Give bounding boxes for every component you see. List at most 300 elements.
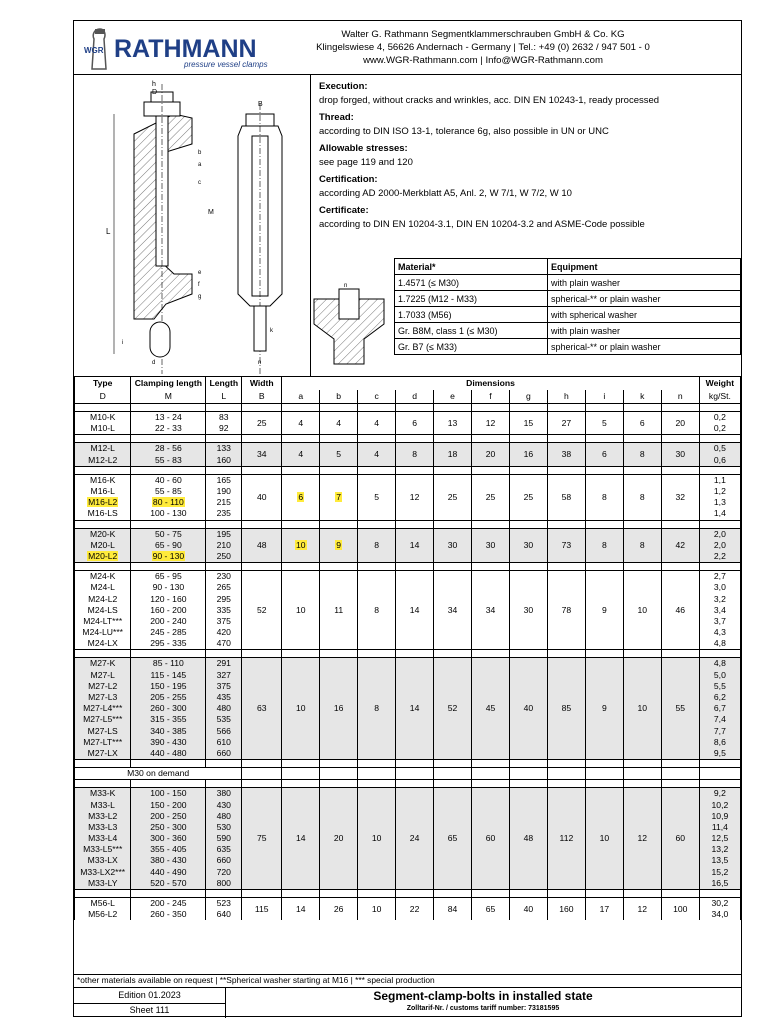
length-cell: 420 [206,627,242,638]
dimension-cell: 26 [320,897,358,920]
spec-text-certification: according AD 2000-Merkblatt A5, Anl. 2, W 7/1, W 7/2, W 10 [319,188,572,199]
weight-cell: 0,2 [699,423,740,435]
dimension-cell: 160 [547,897,585,920]
type-cell: M24-L [75,582,131,593]
dimension-cell: 45 [472,658,510,760]
clamping-length-cell: 100 - 150 [131,788,206,800]
dimension-cell: 10 [585,788,623,890]
edition-label: Edition 01.2023 [74,988,226,1004]
weight-cell: 1,3 [699,497,740,508]
svg-text:M: M [208,209,214,216]
weight-cell: 0,6 [699,455,740,467]
table-header-cell: Length [206,377,242,391]
length-cell: 380 [206,788,242,800]
dimension-cell: 5 [585,412,623,435]
length-cell: 295 [206,593,242,604]
materials-header-material: Material* [395,259,548,275]
clamping-length-cell: 160 - 200 [131,605,206,616]
dimension-cell: 10 [358,897,396,920]
weight-cell: 3,7 [699,616,740,627]
length-cell: 435 [206,692,242,703]
length-cell: 530 [206,822,242,833]
dimension-cell: 30 [509,528,547,563]
weight-cell: 2,7 [699,571,740,583]
dimension-cell: 6 [282,474,320,520]
equipment-cell: with spherical washer [548,307,741,323]
svg-text:a: a [198,162,202,168]
specification-text [319,80,739,235]
dimension-cell: 60 [472,788,510,890]
dimension-cell: 12 [623,788,661,890]
dimension-cell: 11 [320,571,358,650]
weight-cell: 1,4 [699,508,740,520]
dimension-cell: 34 [434,571,472,650]
equipment-cell: spherical-** or plain washer [548,339,741,355]
clamping-length-cell: 245 - 285 [131,627,206,638]
type-cell: M27-L5*** [75,714,131,725]
clamping-length-cell: 250 - 300 [131,822,206,833]
clamping-length-cell: 260 - 300 [131,703,206,714]
table-subheader-cell: g [509,390,547,404]
material-cell: 1.7033 (M56) [395,307,548,323]
clamping-length-cell: 200 - 240 [131,616,206,627]
dimension-cell: 8 [623,528,661,563]
table-subheader-cell: kg/St. [699,390,740,404]
dimension-cell: 17 [585,897,623,920]
company-address: Klingelswiese 4, 56626 Andernach - Germany | Tel.: +49 (0) 2632 / 947 501 - 0 [316,42,650,53]
length-cell: 610 [206,737,242,748]
material-cell: 1.7225 (M12 - M33) [395,291,548,307]
clamping-length-cell: 120 - 160 [131,593,206,604]
weight-cell: 3,2 [699,593,740,604]
weight-cell: 1,1 [699,474,740,486]
length-cell: 210 [206,540,242,551]
dimension-cell: 8 [396,443,434,466]
width-cell: 48 [242,528,282,563]
dimension-cell: 9 [585,571,623,650]
length-cell: 83 [206,412,242,424]
dimension-cell: 27 [547,412,585,435]
table-subheader-row [75,390,741,404]
dimension-cell: 10 [282,658,320,760]
length-cell: 800 [206,878,242,890]
type-cell: M33-L4 [75,833,131,844]
type-cell: M24-LS [75,605,131,616]
dimension-cell: 6 [585,443,623,466]
header [74,21,741,75]
dimension-cell: 20 [661,412,699,435]
dimensions-table [74,376,741,920]
length-cell: 480 [206,703,242,714]
length-cell: 640 [206,909,242,920]
type-cell: M20-L [75,540,131,551]
weight-cell: 3,0 [699,582,740,593]
clamping-length-cell: 80 - 110 [131,497,206,508]
type-cell: M16-LS [75,508,131,520]
type-cell: M27-L [75,670,131,681]
length-cell: 265 [206,582,242,593]
clamping-length-cell: 22 - 33 [131,423,206,435]
material-cell: Gr. B8M, class 1 (≤ M30) [395,323,548,339]
svg-text:i: i [122,340,124,346]
weight-cell: 0,2 [699,412,740,424]
svg-text:n: n [344,283,348,289]
dimension-cell: 14 [396,658,434,760]
clamping-length-cell: 520 - 570 [131,878,206,890]
type-cell: M24-LU*** [75,627,131,638]
table-note-cell: M30 on demand [75,768,242,780]
company-info [273,28,693,67]
svg-text:WGR: WGR [84,46,104,55]
type-cell: M33-L [75,799,131,810]
weight-cell: 4,8 [699,658,740,670]
dimension-cell: 73 [547,528,585,563]
clamping-length-cell: 315 - 355 [131,714,206,725]
table-gap-row [75,760,741,768]
weight-cell: 12,5 [699,833,740,844]
clamping-length-cell: 440 - 490 [131,867,206,878]
dimension-cell: 22 [396,897,434,920]
dimension-cell: 4 [358,412,396,435]
table-gap-row [75,650,741,658]
dimension-cell: 30 [661,443,699,466]
dimension-cell: 6 [623,412,661,435]
footnote: *other materials available on request | **Spherical washer starting at M16 | *** special production [74,974,741,986]
weight-cell: 10,2 [699,799,740,810]
weight-cell: 1,2 [699,486,740,497]
customs-tariff: Zolltarif-Nr. / customs tariff number: 73181595 [406,1005,560,1012]
clamping-length-cell: 200 - 245 [131,897,206,909]
table-row [75,788,741,800]
length-cell: 470 [206,638,242,650]
svg-text:D: D [152,89,158,96]
length-cell: 635 [206,844,242,855]
table-subheader-cell: a [282,390,320,404]
dimension-cell: 6 [396,412,434,435]
spec-heading-certificate: Certificate: [319,205,369,216]
dimension-cell: 7 [320,474,358,520]
weight-cell: 6,2 [699,692,740,703]
dimension-cell: 52 [434,658,472,760]
logo-mark-icon [80,27,114,71]
table-row [75,443,741,455]
dimension-cell: 9 [320,528,358,563]
clamping-length-cell: 65 - 95 [131,571,206,583]
dimension-cell: 25 [472,474,510,520]
spec-heading-thread: Thread: [319,112,354,123]
svg-text:e: e [198,270,202,276]
length-cell: 375 [206,681,242,692]
dimension-cell: 60 [661,788,699,890]
clamping-length-cell: 295 - 335 [131,638,206,650]
clamping-length-cell: 50 - 75 [131,528,206,540]
weight-cell: 7,4 [699,714,740,725]
dimension-cell: 13 [434,412,472,435]
svg-text:d: d [152,360,156,366]
length-cell: 720 [206,867,242,878]
type-cell: M33-L3 [75,822,131,833]
length-cell: 660 [206,855,242,866]
svg-text:B: B [258,101,263,108]
weight-cell: 10,9 [699,811,740,822]
dimension-cell: 32 [661,474,699,520]
width-cell: 115 [242,897,282,920]
weight-cell: 4,3 [699,627,740,638]
dimension-cell: 5 [320,443,358,466]
length-cell: 335 [206,605,242,616]
dimension-cell: 10 [282,571,320,650]
weight-cell: 2,0 [699,540,740,551]
length-cell: 235 [206,508,242,520]
table-row [75,474,741,486]
table-header-row [75,377,741,391]
dimension-cell: 10 [282,528,320,563]
length-cell: 160 [206,455,242,467]
weight-cell: 13,5 [699,855,740,866]
width-cell: 25 [242,412,282,435]
materials-header-equipment: Equipment [548,259,741,275]
length-cell: 230 [206,571,242,583]
clamping-length-cell: 90 - 130 [131,582,206,593]
dimension-cell: 58 [547,474,585,520]
weight-cell: 30,2 [699,897,740,909]
type-cell: M56-L [75,897,131,909]
clamping-length-cell: 90 - 130 [131,551,206,563]
bolt-side-drawing [74,74,310,374]
dimension-cell: 10 [358,788,396,890]
type-cell: M24-K [75,571,131,583]
dimension-cell: 20 [320,788,358,890]
table-subheader-cell: h [547,390,585,404]
dimension-cell: 16 [320,658,358,760]
type-cell: M27-L2 [75,681,131,692]
table-subheader-cell: k [623,390,661,404]
width-cell: 75 [242,788,282,890]
clamping-length-cell: 115 - 145 [131,670,206,681]
dimension-cell: 4 [358,443,396,466]
company-web[interactable]: www.WGR-Rathmann.com | Info@WGR-Rathmann.com [363,55,603,66]
dimension-cell: 24 [396,788,434,890]
dimension-cell: 42 [661,528,699,563]
clamping-length-cell: 13 - 24 [131,412,206,424]
type-cell: M24-L2 [75,593,131,604]
dimension-cell: 12 [396,474,434,520]
dimension-cell: 8 [623,474,661,520]
table-gap-row [75,780,741,788]
dimension-cell: 5 [358,474,396,520]
clamping-length-cell: 355 - 405 [131,844,206,855]
table-gap-row [75,563,741,571]
dimension-cell: 14 [282,897,320,920]
clamping-length-cell: 150 - 200 [131,799,206,810]
dimension-cell: 55 [661,658,699,760]
clamping-length-cell: 300 - 360 [131,833,206,844]
weight-cell: 34,0 [699,909,740,920]
table-subheader-cell: B [242,390,282,404]
company-name: Walter G. Rathmann Segmentklammerschrauben GmbH & Co. KG [341,29,625,40]
weight-cell: 4,8 [699,638,740,650]
table-subheader-cell: c [358,390,396,404]
dimension-cell: 25 [509,474,547,520]
weight-cell: 11,4 [699,822,740,833]
dimension-cell: 14 [396,571,434,650]
table-gap-row [75,466,741,474]
weight-cell: 9,2 [699,788,740,800]
clamping-length-cell: 260 - 350 [131,909,206,920]
clamping-length-cell: 340 - 385 [131,726,206,737]
dimension-cell: 8 [358,658,396,760]
clamping-length-cell: 100 - 130 [131,508,206,520]
dimension-cell: 8 [623,443,661,466]
dimension-cell: 112 [547,788,585,890]
weight-cell: 9,5 [699,748,740,760]
dimension-cell: 65 [472,897,510,920]
table-header-cell: Clamping length [131,377,206,391]
type-cell: M33-LX2*** [75,867,131,878]
dimension-cell: 34 [472,571,510,650]
spec-text-certificate: according to DIN EN 10204-3.1, DIN EN 10204-3.2 and ASME-Code possible [319,219,645,230]
dimension-cell: 46 [661,571,699,650]
svg-text:k: k [270,328,273,334]
table-subheader-cell: f [472,390,510,404]
weight-cell: 16,5 [699,878,740,890]
type-cell: M16-K [75,474,131,486]
type-cell: M16-L [75,486,131,497]
table-gap-row [75,435,741,443]
material-cell: 1.4571 (≤ M30) [395,275,548,291]
material-cell: Gr. B7 (≤ M33) [395,339,548,355]
dimension-cell: 65 [434,788,472,890]
clamping-length-cell: 390 - 430 [131,737,206,748]
logo-tagline: pressure vessel clamps [184,60,268,69]
type-cell: M56-L2 [75,909,131,920]
clamping-length-cell: 440 - 480 [131,748,206,760]
weight-cell: 5,0 [699,670,740,681]
type-cell: M24-LT*** [75,616,131,627]
table-subheader-cell: d [396,390,434,404]
type-cell: M33-K [75,788,131,800]
dimension-cell: 18 [434,443,472,466]
table-row [75,658,741,670]
dimension-cell: 12 [623,897,661,920]
length-cell: 92 [206,423,242,435]
dimension-cell: 14 [396,528,434,563]
width-cell: 63 [242,658,282,760]
type-cell: M27-LS [75,726,131,737]
type-cell: M20-L2 [75,551,131,563]
type-cell: M27-LT*** [75,737,131,748]
length-cell: 430 [206,799,242,810]
length-cell: 590 [206,833,242,844]
clamping-length-cell: 65 - 90 [131,540,206,551]
weight-cell: 3,4 [699,605,740,616]
type-cell: M33-LY [75,878,131,890]
footer [74,987,741,1019]
length-cell: 566 [206,726,242,737]
weight-cell: 5,5 [699,681,740,692]
svg-text:L: L [106,227,111,236]
dimension-cell: 14 [282,788,320,890]
length-cell: 250 [206,551,242,563]
dimension-cell: 84 [434,897,472,920]
document-title: Segment-clamp-bolts in installed state [373,989,593,1003]
svg-text:n: n [258,360,262,366]
dimension-cell: 8 [358,528,396,563]
width-cell: 40 [242,474,282,520]
table-subheader-cell: L [206,390,242,404]
length-cell: 291 [206,658,242,670]
dimension-cell: 30 [472,528,510,563]
dimension-cell: 15 [509,412,547,435]
length-cell: 215 [206,497,242,508]
type-cell: M27-L3 [75,692,131,703]
type-cell: M27-L4*** [75,703,131,714]
clamping-length-cell: 28 - 56 [131,443,206,455]
dimension-cell: 30 [434,528,472,563]
weight-cell: 8,6 [699,737,740,748]
type-cell: M20-K [75,528,131,540]
company-logo [80,27,280,71]
dimension-cell: 4 [282,412,320,435]
type-cell: M12-L2 [75,455,131,467]
table-subheader-cell: b [320,390,358,404]
table-row [75,528,741,540]
type-cell: M10-K [75,412,131,424]
dimension-cell: 8 [358,571,396,650]
dimension-cell: 40 [509,658,547,760]
length-cell: 133 [206,443,242,455]
table-header-cell: Dimensions [282,377,700,391]
spec-text-execution: drop forged, without cracks and wrinkles, acc. DIN EN 10243-1, ready processed [319,95,660,106]
width-cell: 52 [242,571,282,650]
dimension-cell: 8 [585,528,623,563]
dimension-cell: 40 [509,897,547,920]
type-cell: M24-LX [75,638,131,650]
type-cell: M10-L [75,423,131,435]
weight-cell: 2,0 [699,528,740,540]
dimension-cell: 85 [547,658,585,760]
length-cell: 375 [206,616,242,627]
length-cell: 195 [206,528,242,540]
length-cell: 327 [206,670,242,681]
clamping-length-cell: 150 - 195 [131,681,206,692]
length-cell: 660 [206,748,242,760]
table-subheader-cell: D [75,390,131,404]
table-gap-row [75,889,741,897]
weight-cell: 2,2 [699,551,740,563]
spec-text-stresses: see page 119 and 120 [319,157,413,168]
dimension-cell: 12 [472,412,510,435]
dimension-cell: 78 [547,571,585,650]
type-cell: M33-LX [75,855,131,866]
equipment-cell: spherical-** or plain washer [548,291,741,307]
dimension-cell: 20 [472,443,510,466]
spec-heading-certification: Certification: [319,174,378,185]
type-cell: M16-L2 [75,497,131,508]
dimension-cell: 4 [320,412,358,435]
weight-cell: 13,2 [699,844,740,855]
type-cell: M27-LX [75,748,131,760]
dimension-cell: 38 [547,443,585,466]
spec-text-thread: according to DIN ISO 13-1, tolerance 6g, also possible in UN or UNC [319,126,609,137]
table-row [75,571,741,583]
svg-text:g: g [198,294,202,300]
weight-cell: 15,2 [699,867,740,878]
spec-heading-execution: Execution: [319,81,368,92]
table-note-row [75,768,741,780]
table-subheader-cell: n [661,390,699,404]
clamping-length-cell: 85 - 110 [131,658,206,670]
